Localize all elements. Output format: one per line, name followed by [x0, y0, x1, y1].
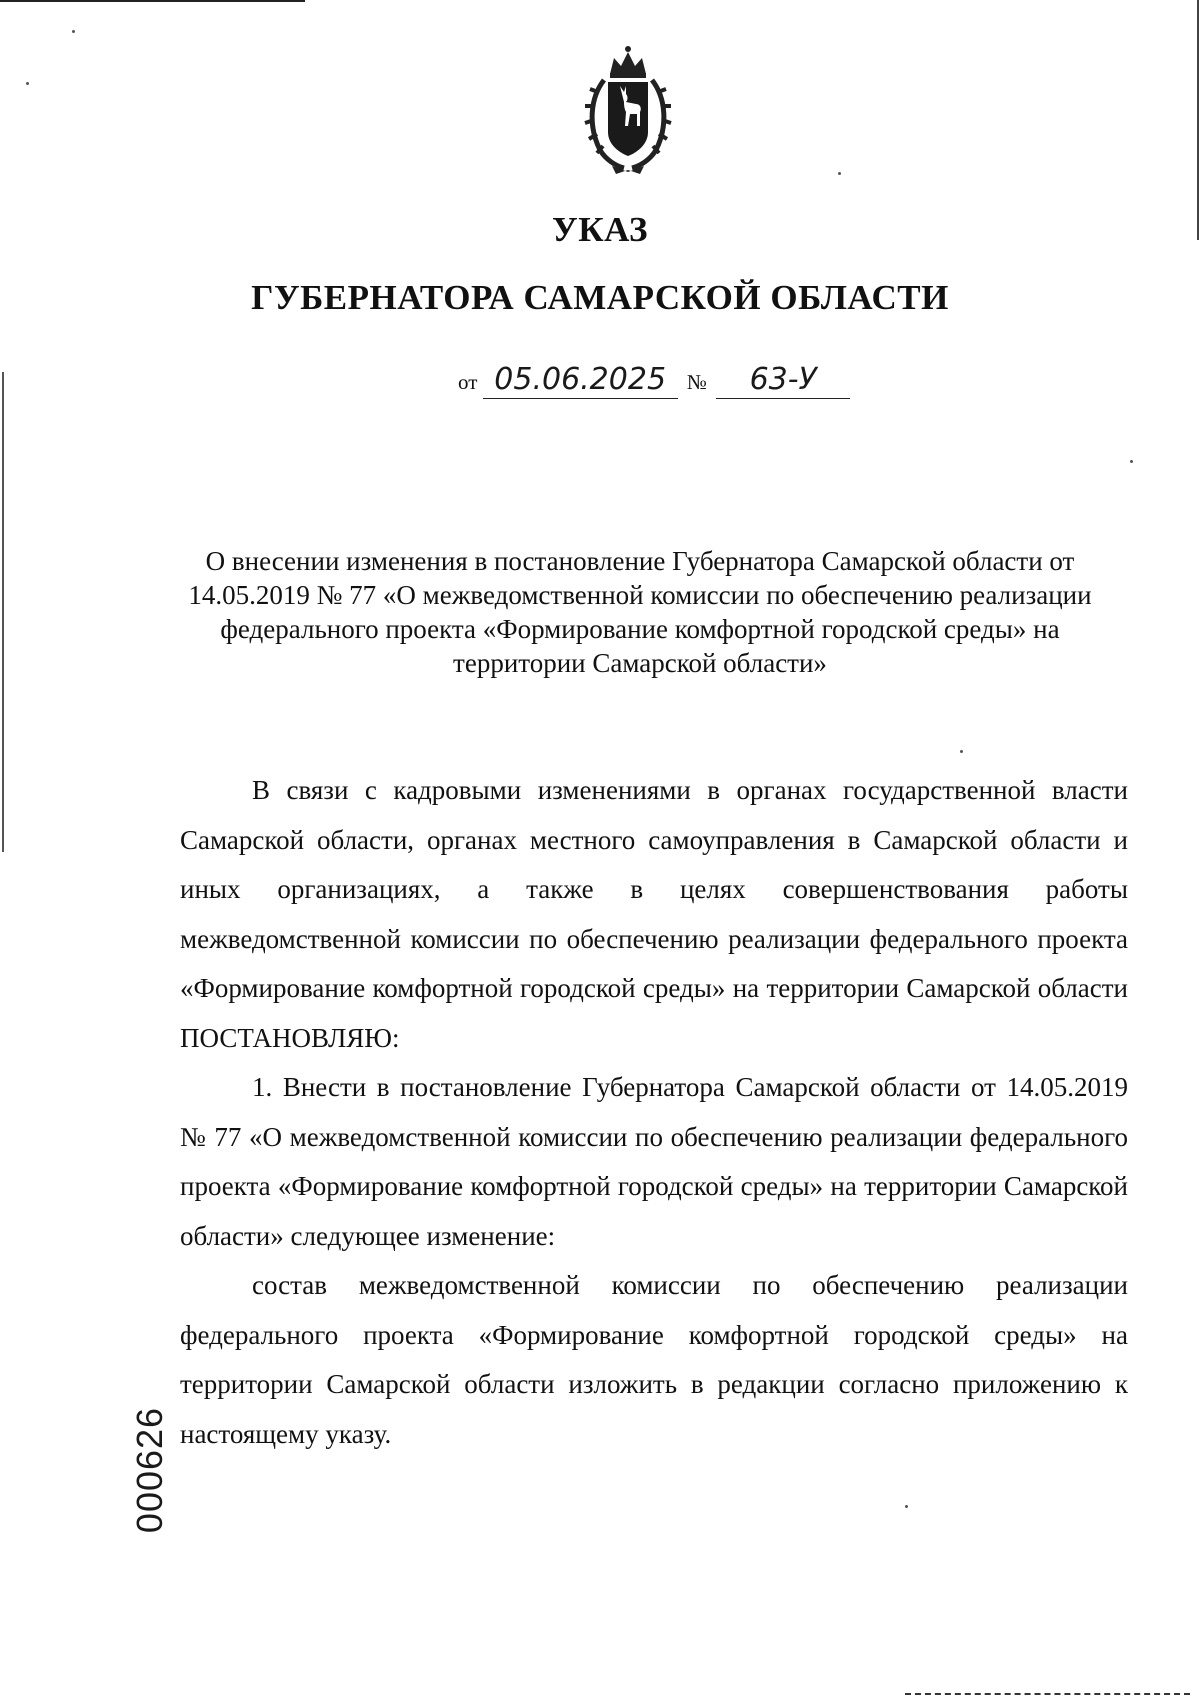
scan-speck — [1130, 460, 1133, 463]
scan-artifact-top — [0, 0, 305, 2]
scan-artifact-right — [1197, 0, 1199, 240]
scan-speck — [960, 750, 963, 753]
scan-speck — [838, 172, 841, 175]
date-number-line — [458, 362, 848, 399]
date-from-label: от — [458, 370, 478, 394]
side-serial-number: 000626 — [129, 1406, 170, 1534]
scan-speck — [905, 1505, 908, 1508]
scan-artifact-left — [2, 372, 4, 852]
scan-artifact-bottom — [905, 1693, 1190, 1697]
scan-speck — [26, 82, 29, 85]
samara-coat-of-arms-icon — [584, 40, 672, 176]
body-paragraph: состав межведомственной комиссии по обеспечению реализации федерального проекта «Формирование комфортной городской среды» на территории Самарской области изложить в редакции согласно приложению к настоящему указу. — [180, 1270, 1128, 1449]
handwritten-date: 05.06.2025 — [483, 362, 678, 399]
document-title: УКАЗ — [552, 210, 648, 249]
document-subject: О внесении изменения в постановление Губернатора Самарской области от 14.05.2019 № 77 «О межведомственной комиссии по обеспечению реализации федерального проекта «Формирование комфортной городской среды» на территории Самарской области» — [188, 546, 1092, 678]
scan-speck — [72, 30, 75, 33]
handwritten-number: 63-У — [716, 362, 850, 399]
body-paragraph: В связи с кадровыми изменениями в органах государственной власти Самарской области, органах местного самоуправления в Самарской области и иных организациях, а также в целях совершенствования работы межведомственной комиссии по обеспечению реализации федерального проекта «Формирование комфортной городской среды» на территории Самарской области ПОСТАНОВЛЯЮ: — [180, 775, 1128, 1053]
body-paragraph: 1. Внести в постановление Губернатора Самарской области от 14.05.2019 № 77 «О межведомственной комиссии по обеспечению реализации федерального проекта «Формирование комфортной городской среды» на территории Самарской области» следующее изменение: — [180, 1072, 1128, 1251]
number-label: № — [686, 370, 707, 394]
document-body — [180, 766, 1128, 1459]
document-subtitle: ГУБЕРНАТОРА САМАРСКОЙ ОБЛАСТИ — [251, 278, 949, 317]
